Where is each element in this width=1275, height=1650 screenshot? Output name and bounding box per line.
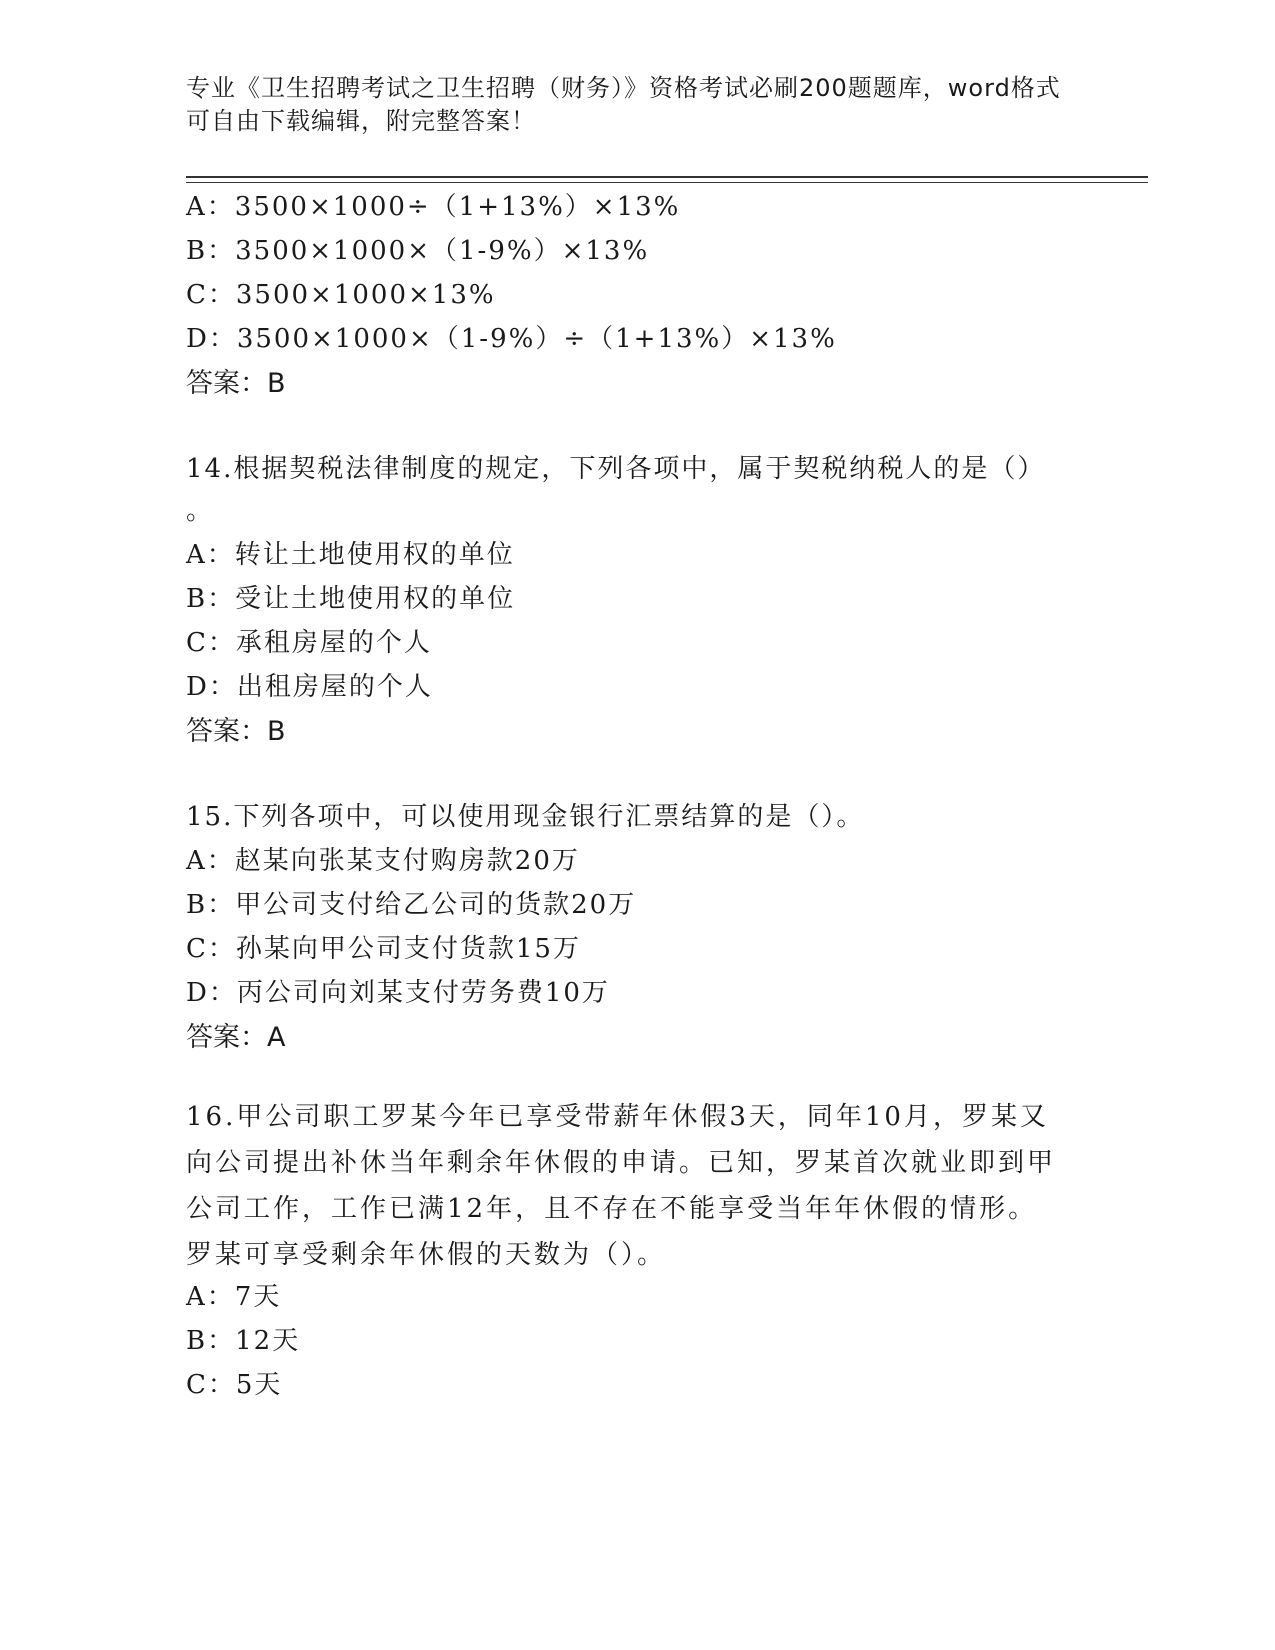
- header-divider: [186, 176, 1148, 178]
- q14-stem: 14.根据契税法律制度的规定，下列各项中，属于契税纳税人的是（）: [186, 454, 1046, 484]
- document-header: [186, 72, 1066, 138]
- q14-option-c: C：承租房屋的个人: [186, 628, 432, 658]
- q16-option-c: C：5天: [186, 1370, 283, 1400]
- header-divider-thin: [186, 182, 1148, 183]
- q14-option-b: B：受让土地使用权的单位: [186, 584, 516, 614]
- q15-option-a: A：赵某向张某支付购房款20万: [186, 846, 580, 876]
- q15-option-b: B：甲公司支付给乙公司的货款20万: [186, 890, 637, 920]
- header-line-2: 可自由下载编辑，附完整答案！: [186, 107, 536, 135]
- q15-stem: 15.下列各项中，可以使用现金银行汇票结算的是（）。: [186, 802, 865, 832]
- q15-answer: 答案：A: [186, 1022, 286, 1053]
- q14-stem-end: 。: [186, 496, 215, 526]
- header-line-1: 专业《卫生招聘考试之卫生招聘（财务）》资格考试必刷200题题库，word格式: [186, 74, 1061, 102]
- q13-option-b: B：3500×1000×（1-9%）×13%: [186, 236, 650, 266]
- q16-option-b: B：12天: [186, 1326, 301, 1356]
- q15-option-c: C：孙某向甲公司支付货款15万: [186, 934, 581, 964]
- q13-option-c: C：3500×1000×13%: [186, 280, 496, 310]
- q14-option-d: D：出租房屋的个人: [186, 672, 433, 702]
- q16-option-a: A：7天: [186, 1282, 282, 1312]
- q13-option-a: A：3500×1000÷（1+13%）×13%: [186, 192, 681, 222]
- q13-option-d: D：3500×1000×（1-9%）÷（1+13%）×13%: [186, 324, 837, 354]
- q13-answer: 答案：B: [186, 368, 286, 399]
- q14-answer: 答案：B: [186, 716, 286, 747]
- q16-stem: 16.甲公司职工罗某今年已享受带薪年休假3天，同年10月，罗某又向公司提出补休当年剩余年休假的申请。已知，罗某首次就业即到甲公司工作，工作已满12年，且不存在不能享受当年年休假的情形。罗某可享受剩余年休假的天数为（）。: [186, 1102, 1057, 1270]
- q14-option-a: A：转让土地使用权的单位: [186, 540, 515, 570]
- q15-option-d: D：丙公司向刘某支付劳务费10万: [186, 978, 610, 1008]
